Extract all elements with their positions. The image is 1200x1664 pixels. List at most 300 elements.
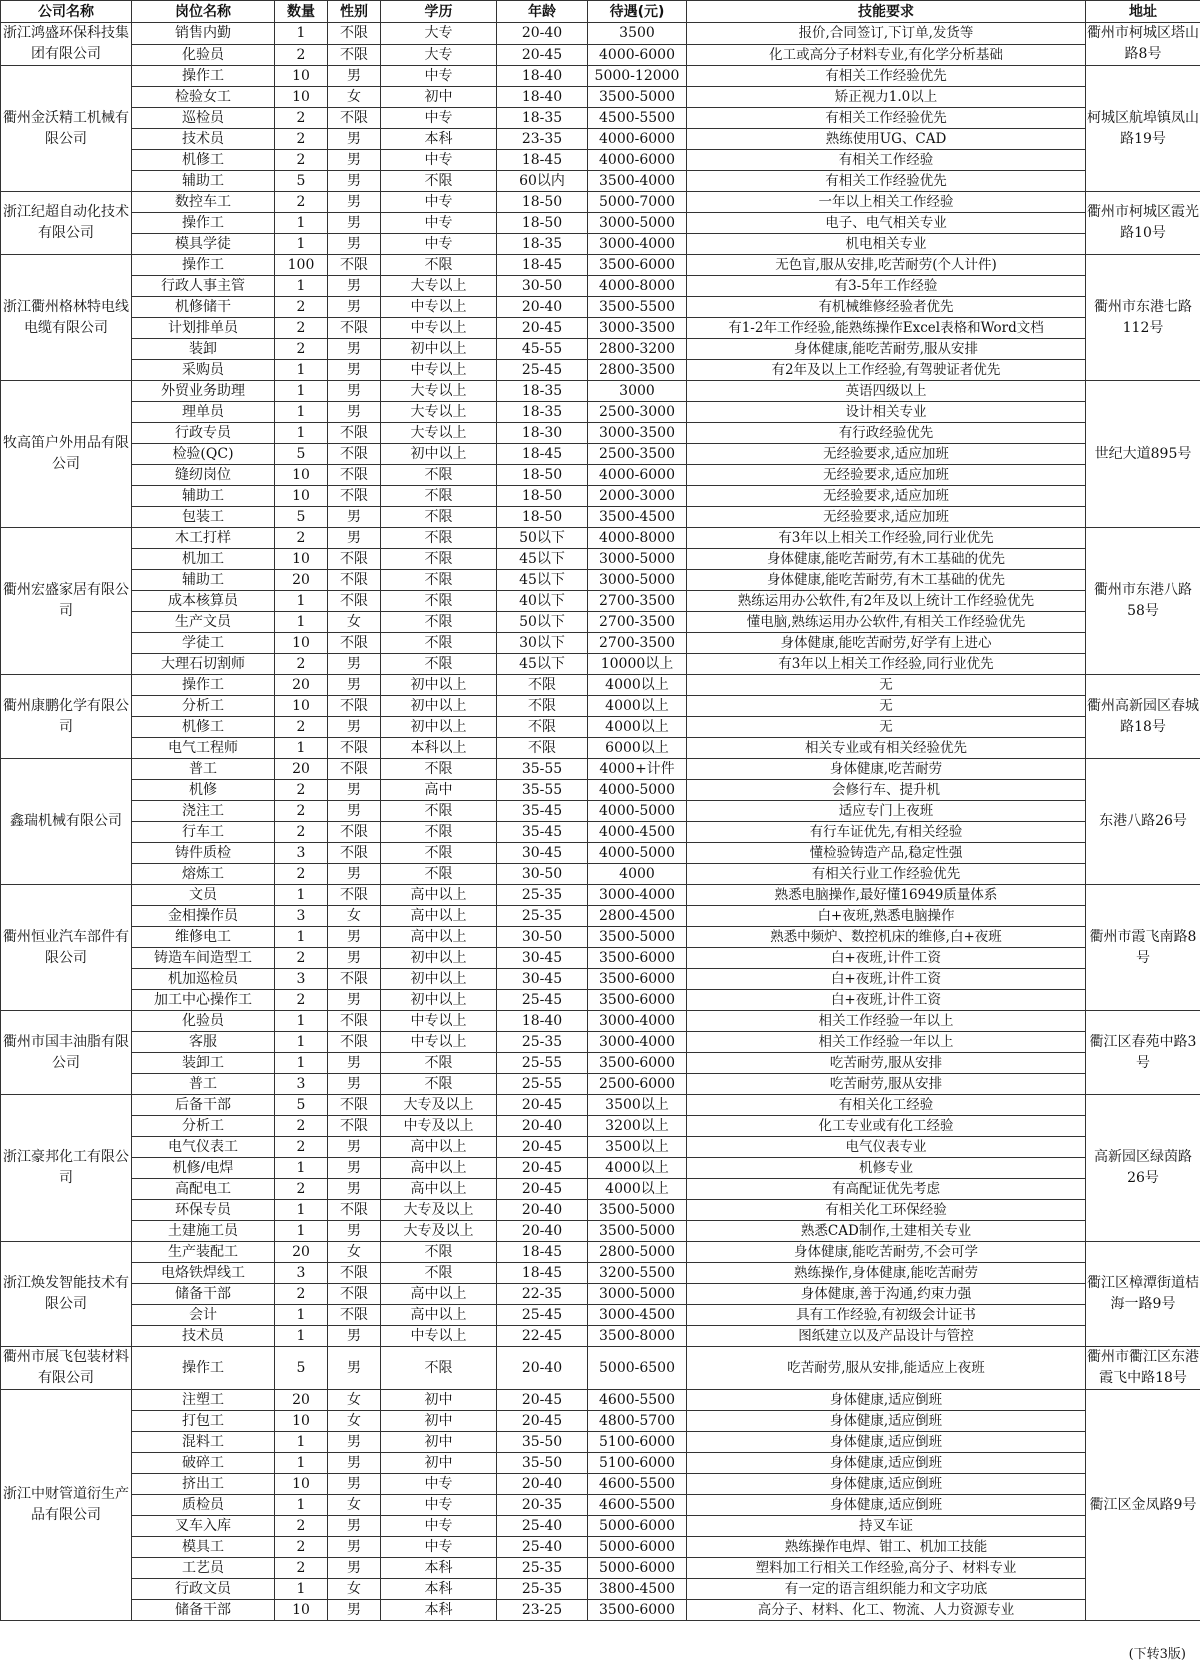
education-cell: 初中以上 bbox=[381, 696, 497, 717]
education-cell: 不限 bbox=[381, 864, 497, 885]
table-row bbox=[1, 1011, 1200, 1032]
table-row bbox=[1, 780, 1200, 801]
position-cell: 销售内勤 bbox=[132, 23, 275, 45]
skills-cell: 英语四级以上 bbox=[687, 381, 1086, 402]
position-cell: 机修储干 bbox=[132, 297, 275, 318]
salary-cell: 3000-5000 bbox=[588, 549, 687, 570]
position-cell: 电气仪表工 bbox=[132, 1137, 275, 1158]
age-cell: 20-40 bbox=[497, 1221, 588, 1242]
salary-cell: 3000-3500 bbox=[588, 318, 687, 339]
age-cell: 18-45 bbox=[497, 150, 588, 171]
gender-cell: 男 bbox=[328, 297, 381, 318]
gender-cell: 不限 bbox=[328, 1011, 381, 1032]
age-cell: 45以下 bbox=[497, 570, 588, 591]
quantity-cell: 1 bbox=[275, 381, 328, 402]
salary-cell: 2000-3000 bbox=[588, 486, 687, 507]
gender-cell: 男 bbox=[328, 1516, 381, 1537]
salary-cell: 3500-4000 bbox=[588, 171, 687, 192]
quantity-cell: 2 bbox=[275, 1116, 328, 1137]
age-cell: 20-40 bbox=[497, 1200, 588, 1221]
age-cell: 40以下 bbox=[497, 591, 588, 612]
quantity-cell: 10 bbox=[275, 549, 328, 570]
education-cell: 大专以上 bbox=[381, 276, 497, 297]
table-row bbox=[1, 1074, 1200, 1095]
salary-cell: 3500-5000 bbox=[588, 1200, 687, 1221]
education-cell: 不限 bbox=[381, 1242, 497, 1263]
education-cell: 不限 bbox=[381, 801, 497, 822]
salary-cell: 4000以上 bbox=[588, 675, 687, 696]
position-cell: 操作工 bbox=[132, 675, 275, 696]
salary-cell: 4000-5000 bbox=[588, 843, 687, 864]
skills-cell: 身体健康,适应倒班 bbox=[687, 1453, 1086, 1474]
age-cell: 20-45 bbox=[497, 1158, 588, 1179]
age-cell: 20-45 bbox=[497, 1179, 588, 1200]
gender-cell: 男 bbox=[328, 1453, 381, 1474]
position-cell: 操作工 bbox=[132, 213, 275, 234]
quantity-cell: 1 bbox=[275, 927, 328, 948]
skills-cell: 持叉车证 bbox=[687, 1516, 1086, 1537]
quantity-cell: 5 bbox=[275, 171, 328, 192]
gender-cell: 不限 bbox=[328, 1263, 381, 1284]
table-row bbox=[1, 507, 1200, 528]
age-cell: 18-40 bbox=[497, 87, 588, 108]
table-row bbox=[1, 318, 1200, 339]
gender-cell: 男 bbox=[328, 360, 381, 381]
quantity-cell: 1 bbox=[275, 591, 328, 612]
quantity-cell: 2 bbox=[275, 44, 328, 66]
position-cell: 机修工 bbox=[132, 717, 275, 738]
table-row bbox=[1, 1516, 1200, 1537]
position-cell: 文员 bbox=[132, 885, 275, 906]
salary-cell: 3000-3500 bbox=[588, 423, 687, 444]
position-cell: 理单员 bbox=[132, 402, 275, 423]
quantity-cell: 2 bbox=[275, 1284, 328, 1305]
table-row bbox=[1, 612, 1200, 633]
table-row bbox=[1, 822, 1200, 843]
table-row bbox=[1, 171, 1200, 192]
table-row bbox=[1, 234, 1200, 255]
education-cell: 不限 bbox=[381, 171, 497, 192]
salary-cell: 3000-4500 bbox=[588, 1305, 687, 1326]
table-row bbox=[1, 360, 1200, 381]
skills-cell: 机电相关专业 bbox=[687, 234, 1086, 255]
salary-cell: 3800-4500 bbox=[588, 1579, 687, 1600]
position-cell: 浇注工 bbox=[132, 801, 275, 822]
age-cell: 30-50 bbox=[497, 927, 588, 948]
skills-cell: 吃苦耐劳,服从安排 bbox=[687, 1053, 1086, 1074]
age-cell: 不限 bbox=[497, 717, 588, 738]
age-cell: 不限 bbox=[497, 738, 588, 759]
skills-cell: 身体健康,善于沟通,约束力强 bbox=[687, 1284, 1086, 1305]
education-cell: 初中 bbox=[381, 1390, 497, 1411]
company-address: 衢州市霞飞南路8号 bbox=[1086, 885, 1200, 1011]
quantity-cell: 1 bbox=[275, 276, 328, 297]
table-row bbox=[1, 948, 1200, 969]
quantity-cell: 2 bbox=[275, 654, 328, 675]
gender-cell: 不限 bbox=[328, 1095, 381, 1116]
table-row bbox=[1, 44, 1200, 66]
gender-cell: 男 bbox=[328, 675, 381, 696]
quantity-cell: 1 bbox=[275, 1326, 328, 1347]
gender-cell: 不限 bbox=[328, 591, 381, 612]
gender-cell: 不限 bbox=[328, 549, 381, 570]
position-cell: 学徒工 bbox=[132, 633, 275, 654]
table-row bbox=[1, 717, 1200, 738]
position-cell: 操作工 bbox=[132, 255, 275, 276]
salary-cell: 5000-6500 bbox=[588, 1347, 687, 1390]
gender-cell: 不限 bbox=[328, 1200, 381, 1221]
gender-cell: 不限 bbox=[328, 486, 381, 507]
skills-cell: 熟悉电脑操作,最好懂16949质量体系 bbox=[687, 885, 1086, 906]
skills-cell: 塑料加工行相关工作经验,高分子、材料专业 bbox=[687, 1558, 1086, 1579]
table-row bbox=[1, 1390, 1200, 1411]
skills-cell: 电气仪表专业 bbox=[687, 1137, 1086, 1158]
quantity-cell: 2 bbox=[275, 822, 328, 843]
gender-cell: 不限 bbox=[328, 696, 381, 717]
skills-cell: 有3年以上相关工作经验,同行业优先 bbox=[687, 654, 1086, 675]
quantity-cell: 10 bbox=[275, 1411, 328, 1432]
skills-cell: 无 bbox=[687, 717, 1086, 738]
quantity-cell: 1 bbox=[275, 213, 328, 234]
position-cell: 储备干部 bbox=[132, 1600, 275, 1621]
quantity-cell: 2 bbox=[275, 1137, 328, 1158]
salary-cell: 2500-6000 bbox=[588, 1074, 687, 1095]
education-cell: 中专 bbox=[381, 234, 497, 255]
table-row bbox=[1, 654, 1200, 675]
company-address: 衢州市东港八路58号 bbox=[1086, 528, 1200, 675]
education-cell: 不限 bbox=[381, 759, 497, 780]
quantity-cell: 2 bbox=[275, 528, 328, 549]
company-name: 衢州金沃精工机械有限公司 bbox=[1, 66, 132, 192]
age-cell: 20-40 bbox=[497, 297, 588, 318]
header-address: 地址 bbox=[1086, 1, 1200, 23]
skills-cell: 化工专业或有化工经验 bbox=[687, 1116, 1086, 1137]
gender-cell: 男 bbox=[328, 1158, 381, 1179]
gender-cell: 女 bbox=[328, 87, 381, 108]
table-row bbox=[1, 927, 1200, 948]
salary-cell: 3500-5000 bbox=[588, 1221, 687, 1242]
quantity-cell: 1 bbox=[275, 360, 328, 381]
age-cell: 50以下 bbox=[497, 528, 588, 549]
position-cell: 行政专员 bbox=[132, 423, 275, 444]
education-cell: 本科 bbox=[381, 129, 497, 150]
quantity-cell: 5 bbox=[275, 1347, 328, 1390]
salary-cell: 3500-6000 bbox=[588, 1600, 687, 1621]
education-cell: 不限 bbox=[381, 612, 497, 633]
company-address: 衢州高新园区春城路18号 bbox=[1086, 675, 1200, 759]
education-cell: 中专以上 bbox=[381, 1032, 497, 1053]
skills-cell: 有相关工作经验 bbox=[687, 150, 1086, 171]
skills-cell: 有相关工作经验优先 bbox=[687, 171, 1086, 192]
gender-cell: 男 bbox=[328, 1137, 381, 1158]
skills-cell: 白+夜班,计件工资 bbox=[687, 990, 1086, 1011]
quantity-cell: 1 bbox=[275, 402, 328, 423]
table-row bbox=[1, 1432, 1200, 1453]
education-cell: 中专以上 bbox=[381, 1011, 497, 1032]
table-body bbox=[1, 23, 1200, 1621]
company-address: 衢江区金凤路9号 bbox=[1086, 1390, 1200, 1621]
skills-cell: 有相关工作经验优先 bbox=[687, 108, 1086, 129]
skills-cell: 电子、电气相关专业 bbox=[687, 213, 1086, 234]
gender-cell: 不限 bbox=[328, 969, 381, 990]
education-cell: 中专 bbox=[381, 66, 497, 87]
gender-cell: 男 bbox=[328, 192, 381, 213]
age-cell: 45-55 bbox=[497, 339, 588, 360]
education-cell: 大专及以上 bbox=[381, 1221, 497, 1242]
skills-cell: 机修专业 bbox=[687, 1158, 1086, 1179]
quantity-cell: 10 bbox=[275, 1474, 328, 1495]
company-name: 浙江豪邦化工有限公司 bbox=[1, 1095, 132, 1242]
table-row bbox=[1, 696, 1200, 717]
skills-cell: 无经验要求,适应加班 bbox=[687, 507, 1086, 528]
education-cell: 高中以上 bbox=[381, 927, 497, 948]
skills-cell: 身体健康,适应倒班 bbox=[687, 1411, 1086, 1432]
gender-cell: 男 bbox=[328, 507, 381, 528]
salary-cell: 4000以上 bbox=[588, 696, 687, 717]
age-cell: 25-35 bbox=[497, 1032, 588, 1053]
gender-cell: 不限 bbox=[328, 465, 381, 486]
quantity-cell: 10 bbox=[275, 465, 328, 486]
age-cell: 30-50 bbox=[497, 864, 588, 885]
salary-cell: 2700-3500 bbox=[588, 633, 687, 654]
salary-cell: 4000-4500 bbox=[588, 822, 687, 843]
age-cell: 30-50 bbox=[497, 276, 588, 297]
age-cell: 35-55 bbox=[497, 759, 588, 780]
age-cell: 50以下 bbox=[497, 612, 588, 633]
age-cell: 22-45 bbox=[497, 1326, 588, 1347]
position-cell: 机修 bbox=[132, 780, 275, 801]
quantity-cell: 5 bbox=[275, 444, 328, 465]
company-address: 世纪大道895号 bbox=[1086, 381, 1200, 528]
table-row bbox=[1, 1200, 1200, 1221]
age-cell: 18-35 bbox=[497, 108, 588, 129]
skills-cell: 相关工作经验一年以上 bbox=[687, 1011, 1086, 1032]
header-salary: 待遇(元) bbox=[588, 1, 687, 23]
company-name: 鑫瑞机械有限公司 bbox=[1, 759, 132, 885]
position-cell: 铸件质检 bbox=[132, 843, 275, 864]
table-row bbox=[1, 444, 1200, 465]
skills-cell: 会修行车、提升机 bbox=[687, 780, 1086, 801]
table-row bbox=[1, 1537, 1200, 1558]
education-cell: 初中 bbox=[381, 87, 497, 108]
salary-cell: 2500-3000 bbox=[588, 402, 687, 423]
education-cell: 不限 bbox=[381, 633, 497, 654]
age-cell: 20-40 bbox=[497, 1116, 588, 1137]
salary-cell: 2800-3500 bbox=[588, 360, 687, 381]
quantity-cell: 1 bbox=[275, 738, 328, 759]
continued-note: (下转3版) bbox=[1128, 1647, 1186, 1662]
salary-cell: 4500-5500 bbox=[588, 108, 687, 129]
position-cell: 检验(QC) bbox=[132, 444, 275, 465]
quantity-cell: 20 bbox=[275, 1242, 328, 1263]
gender-cell: 男 bbox=[328, 150, 381, 171]
position-cell: 计划排单员 bbox=[132, 318, 275, 339]
salary-cell: 3500-5000 bbox=[588, 87, 687, 108]
age-cell: 25-55 bbox=[497, 1074, 588, 1095]
quantity-cell: 1 bbox=[275, 1453, 328, 1474]
table-row bbox=[1, 759, 1200, 780]
age-cell: 18-45 bbox=[497, 444, 588, 465]
age-cell: 25-45 bbox=[497, 1305, 588, 1326]
gender-cell: 男 bbox=[328, 1432, 381, 1453]
skills-cell: 有相关工作经验优先 bbox=[687, 66, 1086, 87]
table-row bbox=[1, 906, 1200, 927]
quantity-cell: 20 bbox=[275, 759, 328, 780]
salary-cell: 4000-6000 bbox=[588, 150, 687, 171]
age-cell: 25-45 bbox=[497, 360, 588, 381]
skills-cell: 有3年以上相关工作经验,同行业优先 bbox=[687, 528, 1086, 549]
age-cell: 25-45 bbox=[497, 990, 588, 1011]
gender-cell: 不限 bbox=[328, 1116, 381, 1137]
position-cell: 成本核算员 bbox=[132, 591, 275, 612]
gender-cell: 男 bbox=[328, 717, 381, 738]
age-cell: 20-40 bbox=[497, 1474, 588, 1495]
position-cell: 工艺员 bbox=[132, 1558, 275, 1579]
age-cell: 20-40 bbox=[497, 1347, 588, 1390]
quantity-cell: 1 bbox=[275, 23, 328, 45]
position-cell: 分析工 bbox=[132, 1116, 275, 1137]
table-row bbox=[1, 1326, 1200, 1347]
company-name: 衢州恒业汽车部件有限公司 bbox=[1, 885, 132, 1011]
salary-cell: 4000-5000 bbox=[588, 780, 687, 801]
table-row bbox=[1, 1558, 1200, 1579]
education-cell: 不限 bbox=[381, 486, 497, 507]
salary-cell: 4000 bbox=[588, 864, 687, 885]
salary-cell: 3000-4000 bbox=[588, 885, 687, 906]
salary-cell: 3000-5000 bbox=[588, 570, 687, 591]
gender-cell: 男 bbox=[328, 1179, 381, 1200]
quantity-cell: 10 bbox=[275, 87, 328, 108]
position-cell: 铸造车间造型工 bbox=[132, 948, 275, 969]
skills-cell: 报价,合同签订,下订单,发货等 bbox=[687, 23, 1086, 45]
skills-cell: 无色盲,服从安排,吃苦耐劳(个人计件) bbox=[687, 255, 1086, 276]
quantity-cell: 2 bbox=[275, 864, 328, 885]
education-cell: 高中以上 bbox=[381, 1305, 497, 1326]
education-cell: 初中以上 bbox=[381, 675, 497, 696]
salary-cell: 5100-6000 bbox=[588, 1432, 687, 1453]
table-row bbox=[1, 969, 1200, 990]
position-cell: 装卸 bbox=[132, 339, 275, 360]
education-cell: 高中以上 bbox=[381, 885, 497, 906]
table-row bbox=[1, 1579, 1200, 1600]
table-row bbox=[1, 864, 1200, 885]
education-cell: 初中以上 bbox=[381, 969, 497, 990]
table-row bbox=[1, 255, 1200, 276]
salary-cell: 4000以上 bbox=[588, 1158, 687, 1179]
age-cell: 25-35 bbox=[497, 1579, 588, 1600]
skills-cell: 白+夜班,计件工资 bbox=[687, 969, 1086, 990]
position-cell: 普工 bbox=[132, 1074, 275, 1095]
gender-cell: 男 bbox=[328, 213, 381, 234]
table-row bbox=[1, 465, 1200, 486]
age-cell: 35-45 bbox=[497, 822, 588, 843]
salary-cell: 3500-5000 bbox=[588, 927, 687, 948]
gender-cell: 男 bbox=[328, 1053, 381, 1074]
age-cell: 25-40 bbox=[497, 1516, 588, 1537]
skills-cell: 相关工作经验一年以上 bbox=[687, 1032, 1086, 1053]
gender-cell: 不限 bbox=[328, 633, 381, 654]
gender-cell: 男 bbox=[328, 927, 381, 948]
age-cell: 18-50 bbox=[497, 486, 588, 507]
education-cell: 大专及以上 bbox=[381, 1200, 497, 1221]
salary-cell: 3000-4000 bbox=[588, 234, 687, 255]
skills-cell: 有高配证优先考虑 bbox=[687, 1179, 1086, 1200]
position-cell: 模具工 bbox=[132, 1537, 275, 1558]
gender-cell: 男 bbox=[328, 528, 381, 549]
gender-cell: 不限 bbox=[328, 1305, 381, 1326]
salary-cell: 3500 bbox=[588, 23, 687, 45]
age-cell: 20-45 bbox=[497, 1095, 588, 1116]
education-cell: 不限 bbox=[381, 255, 497, 276]
quantity-cell: 3 bbox=[275, 1263, 328, 1284]
position-cell: 大理石切割师 bbox=[132, 654, 275, 675]
quantity-cell: 5 bbox=[275, 507, 328, 528]
education-cell: 不限 bbox=[381, 1263, 497, 1284]
skills-cell: 有一定的语言组织能力和文字功底 bbox=[687, 1579, 1086, 1600]
table-row bbox=[1, 843, 1200, 864]
age-cell: 18-35 bbox=[497, 402, 588, 423]
gender-cell: 不限 bbox=[328, 1032, 381, 1053]
header-row bbox=[1, 1, 1200, 23]
education-cell: 初中以上 bbox=[381, 948, 497, 969]
quantity-cell: 2 bbox=[275, 948, 328, 969]
gender-cell: 男 bbox=[328, 1221, 381, 1242]
salary-cell: 4000+计件 bbox=[588, 759, 687, 780]
gender-cell: 男 bbox=[328, 402, 381, 423]
quantity-cell: 2 bbox=[275, 129, 328, 150]
skills-cell: 有3-5年工作经验 bbox=[687, 276, 1086, 297]
quantity-cell: 2 bbox=[275, 297, 328, 318]
quantity-cell: 2 bbox=[275, 318, 328, 339]
gender-cell: 不限 bbox=[328, 885, 381, 906]
salary-cell: 4000以上 bbox=[588, 717, 687, 738]
education-cell: 中专 bbox=[381, 1537, 497, 1558]
gender-cell: 男 bbox=[328, 801, 381, 822]
gender-cell: 女 bbox=[328, 1242, 381, 1263]
age-cell: 35-55 bbox=[497, 780, 588, 801]
skills-cell: 设计相关专业 bbox=[687, 402, 1086, 423]
gender-cell: 不限 bbox=[328, 44, 381, 66]
table-row bbox=[1, 1116, 1200, 1137]
table-row bbox=[1, 108, 1200, 129]
age-cell: 18-45 bbox=[497, 1242, 588, 1263]
age-cell: 35-45 bbox=[497, 801, 588, 822]
position-cell: 机修工 bbox=[132, 150, 275, 171]
education-cell: 高中以上 bbox=[381, 1137, 497, 1158]
age-cell: 30-45 bbox=[497, 843, 588, 864]
position-cell: 维修电工 bbox=[132, 927, 275, 948]
education-cell: 不限 bbox=[381, 465, 497, 486]
age-cell: 20-45 bbox=[497, 318, 588, 339]
education-cell: 本科以上 bbox=[381, 738, 497, 759]
gender-cell: 男 bbox=[328, 990, 381, 1011]
education-cell: 大专 bbox=[381, 23, 497, 45]
age-cell: 18-45 bbox=[497, 255, 588, 276]
table-row bbox=[1, 570, 1200, 591]
quantity-cell: 2 bbox=[275, 780, 328, 801]
age-cell: 20-45 bbox=[497, 1137, 588, 1158]
skills-cell: 熟悉中频炉、数控机床的维修,白+夜班 bbox=[687, 927, 1086, 948]
gender-cell: 女 bbox=[328, 612, 381, 633]
gender-cell: 男 bbox=[328, 1474, 381, 1495]
table-row bbox=[1, 23, 1200, 45]
salary-cell: 3500-5500 bbox=[588, 297, 687, 318]
quantity-cell: 10 bbox=[275, 696, 328, 717]
position-cell: 土建施工员 bbox=[132, 1221, 275, 1242]
table-row bbox=[1, 486, 1200, 507]
table-row bbox=[1, 276, 1200, 297]
salary-cell: 3000-4000 bbox=[588, 1011, 687, 1032]
